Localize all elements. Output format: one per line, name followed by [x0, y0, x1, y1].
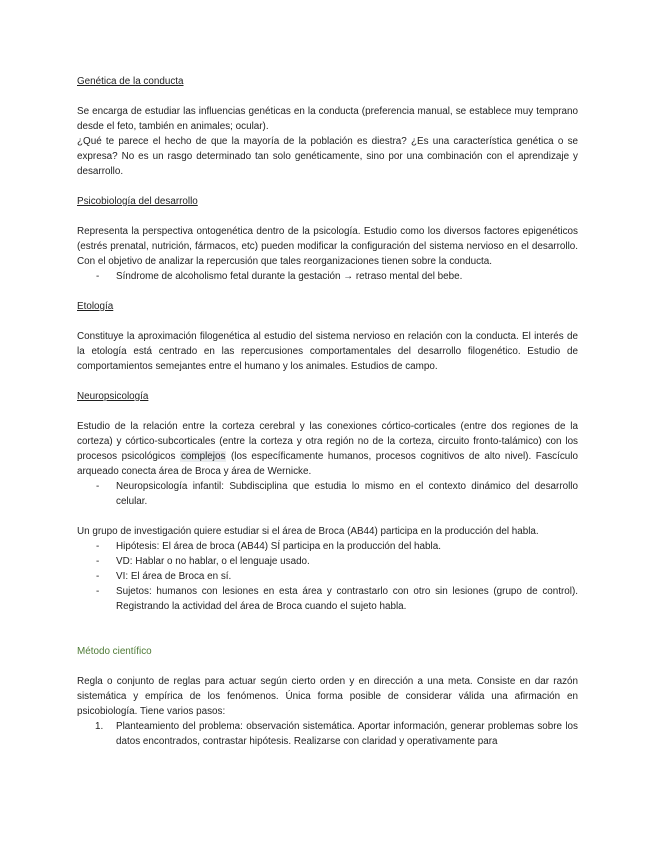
genetica-paragraph-1: Se encarga de estudiar las influencias genéticas en la conducta (preferencia manual, se establece muy temprano desde el feto, también en animales; ocular). [77, 106, 578, 132]
heading-genetica: Genética de la conducta [77, 76, 184, 87]
psicobiologia-bullet-list [77, 269, 578, 284]
research-bullet-list [77, 539, 578, 614]
neuropsicologia-paragraph-2: Un grupo de investigación quiere estudiar si el área de Broca (AB44) participa en la producción del habla. [77, 526, 539, 537]
list-item: - VD: Hablar o no hablar, o el lenguaje usado. [96, 556, 310, 567]
neuropsicologia-bullet-list [77, 479, 578, 509]
neuropsicologia-paragraph-1: Estudio de la relación entre la corteza cerebral y las conexiones córtico-corticales (entre dos regiones de la corteza) y córtico-subcorticales (entre la corteza y otra región no de la corteza, circuito fronto-talámico) con los procesos psicológicos complejos (los específicamente humanos, procesos cognitivos de alto nivel). Fascículo arqueado conecta área de Broca y área de Wernicke. [77, 421, 578, 477]
list-item: 1. Planteamiento del problema: observación sistemática. Aportar información, generar problemas sobre los datos encontrados, contrastar hipótesis. Realizarse con claridad y operativamente para [95, 721, 578, 747]
list-item: - Neuropsicología infantil: Subdisciplina que estudia lo mismo en el contexto dinámico del desarrollo celular. [96, 481, 578, 507]
highlighted-word: complejos [180, 451, 226, 462]
etologia-paragraph-1: Constituye la aproximación filogenética al estudio del sistema nervioso en relación con la conducta. El interés de la etología está centrado en las repercusiones comportamentales del desarrollo filogenético. Estudio de comportamientos semejantes entre el humano y los animales. Estudios de campo. [77, 331, 578, 372]
psicobiologia-paragraph-1: Representa la perspectiva ontogenética dentro de la psicología. Estudio como los diversos factores epigenéticos (estrés prenatal, nutrición, fármacos, etc) pueden modificar la configuración del sistema nervioso en el desarrollo. Con el objetivo de analizar la repercusión que tales reorganizaciones tienen sobre la conducta. [77, 226, 578, 267]
list-item: - Sujetos: humanos con lesiones en esta área y contrastarlo con otro sin lesiones (grupo de control). Registrando la actividad del área de Broca cuando el sujeto habla. [96, 586, 578, 612]
list-item: - Hipótesis: El área de broca (AB44) SÍ participa en la producción del habla. [96, 541, 441, 552]
heading-psicobiologia: Psicobiología del desarrollo [77, 196, 198, 207]
heading-metodo-cientifico: Método científico [77, 646, 152, 657]
heading-neuropsicologia: Neuropsicología [77, 391, 149, 402]
genetica-paragraph-2: ¿Qué te parece el hecho de que la mayoría de la población es diestra? ¿Es una característica genética o se expresa? No es un rasgo determinado tan solo genéticamente, sino por una combinación con el aprendizaje y desarrollo. [77, 136, 578, 177]
list-item: - Síndrome de alcoholismo fetal durante la gestación → retraso mental del bebe. [96, 271, 463, 282]
list-item: - VI: El área de Broca en sí. [96, 571, 232, 582]
document-body [77, 74, 578, 749]
metodo-steps-list [77, 719, 578, 749]
heading-etologia: Etología [77, 301, 114, 312]
metodo-paragraph-1: Regla o conjunto de reglas para actuar según cierto orden y en dirección a una meta. Consiste en dar razón sistemática y empírica de los fenómenos. Única forma posible de considerar válida una afirmación en psicobiología. Tiene varios pasos: [77, 676, 578, 717]
